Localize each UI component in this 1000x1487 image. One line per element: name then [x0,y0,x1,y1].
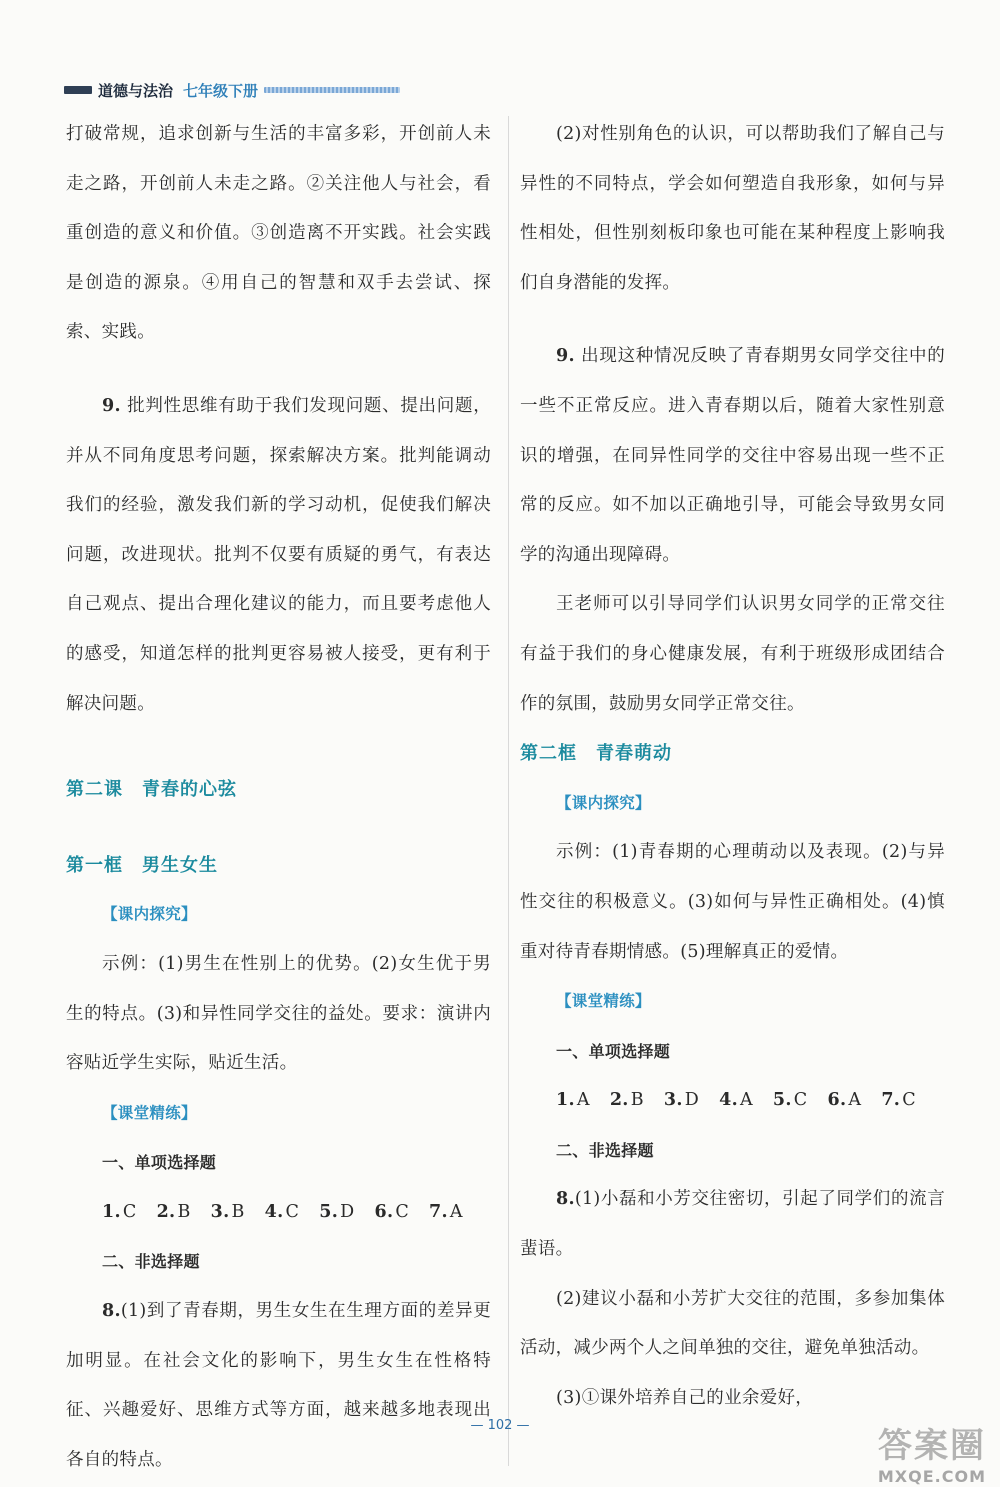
right-column [520,110,945,1423]
paragraph: 示例：(1)青春期的心理萌动以及表现。(2)与异性交往的积极意义。(3)如何与异性正确相处。(4)慎重对待青春期情感。(5)理解真正的爱情。 [520,842,945,962]
paragraph: 9. 出现这种情况反映了青春期男女同学交往中的一些不正常反应。进入青春期以后，随着大家性别意识的增强，在同异性同学的交往中容易出现一些不正常的反应。如不加以正确地引导，可能会导致男女同学的沟通出现障碍。 [520,346,945,565]
paragraph: 8.(1)小磊和小芳交往密切，引起了同学们的流言蜚语。 [520,1189,945,1260]
question-number: 9. [102,395,121,416]
question-number: 8. [102,1301,121,1322]
question-number: 9. [556,346,575,367]
answer-item: 5. D [319,1201,355,1222]
paragraph: 王老师可以引导同学们认识男女同学的正常交往有益于我们的身心健康发展，有利于班级形成团结合作的氛围，鼓励男女同学正常交往。 [520,594,945,714]
left-column [66,110,491,1485]
question-number: 8. [556,1189,575,1210]
paragraph: 打破常规，追求创新与生活的丰富多彩，开创前人未走之路，开创前人未走之路。②关注他人与社会，看重创造的意义和价值。③创造离不开实践。社会实践是创造的源泉。④用自己的智慧和双手去尝试、探索、实践。 [66,124,491,343]
paragraph: 9. 批判性思维有助于我们发现问题、提出问题，并从不同角度思考问题，探索解决方案。批判能调动我们的经验，激发我们新的学习动机，促使我们解决问题，改进现状。批判不仅要有质疑的勇气，有表达自己观点、提出合理化建议的能力，而且要考虑他人的感受，知道怎样的批判更容易被人接受，更有利于解决问题。 [66,395,491,714]
book-grade: 七年级下册 [183,81,259,100]
answer-item: 6. C [374,1201,410,1222]
section-heading: 一、单项选择题 [102,1153,217,1173]
answer-item: 4. A [719,1090,753,1111]
lesson-heading: 第二课 青春的心弦 [66,779,237,801]
frame-heading: 第二框 青春萌动 [520,743,672,765]
book-title: 道德与法治 [98,81,174,100]
answer-item: 7. A [429,1201,463,1222]
answer-item: 1. A [556,1090,590,1111]
paragraph: (2)建议小磊和小芳扩大交往的范围，多参加集体活动，减少两个人之间单独的交往，避免单独活动。 [520,1288,945,1359]
section-tag: 【课内探究】 [556,793,651,812]
answer-row [66,1188,491,1238]
section-tag: 【课堂精练】 [556,992,651,1011]
answer-item: 3. B [210,1201,245,1222]
watermark-text: 答案圈 [878,1426,986,1466]
answer-item: 4. C [264,1201,300,1222]
answer-item: 3. D [663,1090,700,1111]
header-bar-mark [64,86,92,94]
section-tag: 【课内探究】 [102,905,197,924]
watermark-url: MXQE.COM [877,1467,986,1486]
answer-item: 5. C [772,1090,808,1111]
section-heading: 二、非选择题 [102,1252,200,1272]
page-number: — 102 — [470,1418,530,1433]
paragraph: 8.(1)到了青春期，男生女生在生理方面的差异更加明显。在社会文化的影响下，男生女生在性格特征、兴趣爱好、思维方式等方面，越来越多地表现出各自的特点。 [66,1301,491,1470]
answer-item: 2. B [609,1090,644,1111]
watermark-logo [836,1418,986,1486]
header-decorative-rule [264,87,400,93]
answer-item: 1. C [102,1201,137,1222]
section-tag: 【课堂精练】 [102,1103,197,1122]
column-divider [508,116,509,1466]
section-heading: 一、单项选择题 [556,1041,671,1061]
paragraph: (2)对性别角色的认识，可以帮助我们了解自己与异性的不同特点，学会如何塑造自我形象，如何与异性相处，但性别刻板印象也可能在某种程度上影响我们自身潜能的发挥。 [520,124,945,293]
answer-item: 7. C [881,1090,916,1111]
frame-heading: 第一框 男生女生 [66,854,218,876]
answer-item: 2. B [156,1201,191,1222]
paragraph: (3)①课外培养自己的业余爱好， [556,1387,814,1408]
paragraph: 示例：(1)男生在性别上的优势。(2)女生优于男生的特点。(3)和异性同学交往的益处。要求：演讲内容贴近学生实际，贴近生活。 [66,953,491,1074]
answer-row [520,1076,945,1126]
running-header [64,78,400,102]
section-heading: 二、非选择题 [556,1140,654,1160]
answer-item: 6. A [827,1090,862,1111]
